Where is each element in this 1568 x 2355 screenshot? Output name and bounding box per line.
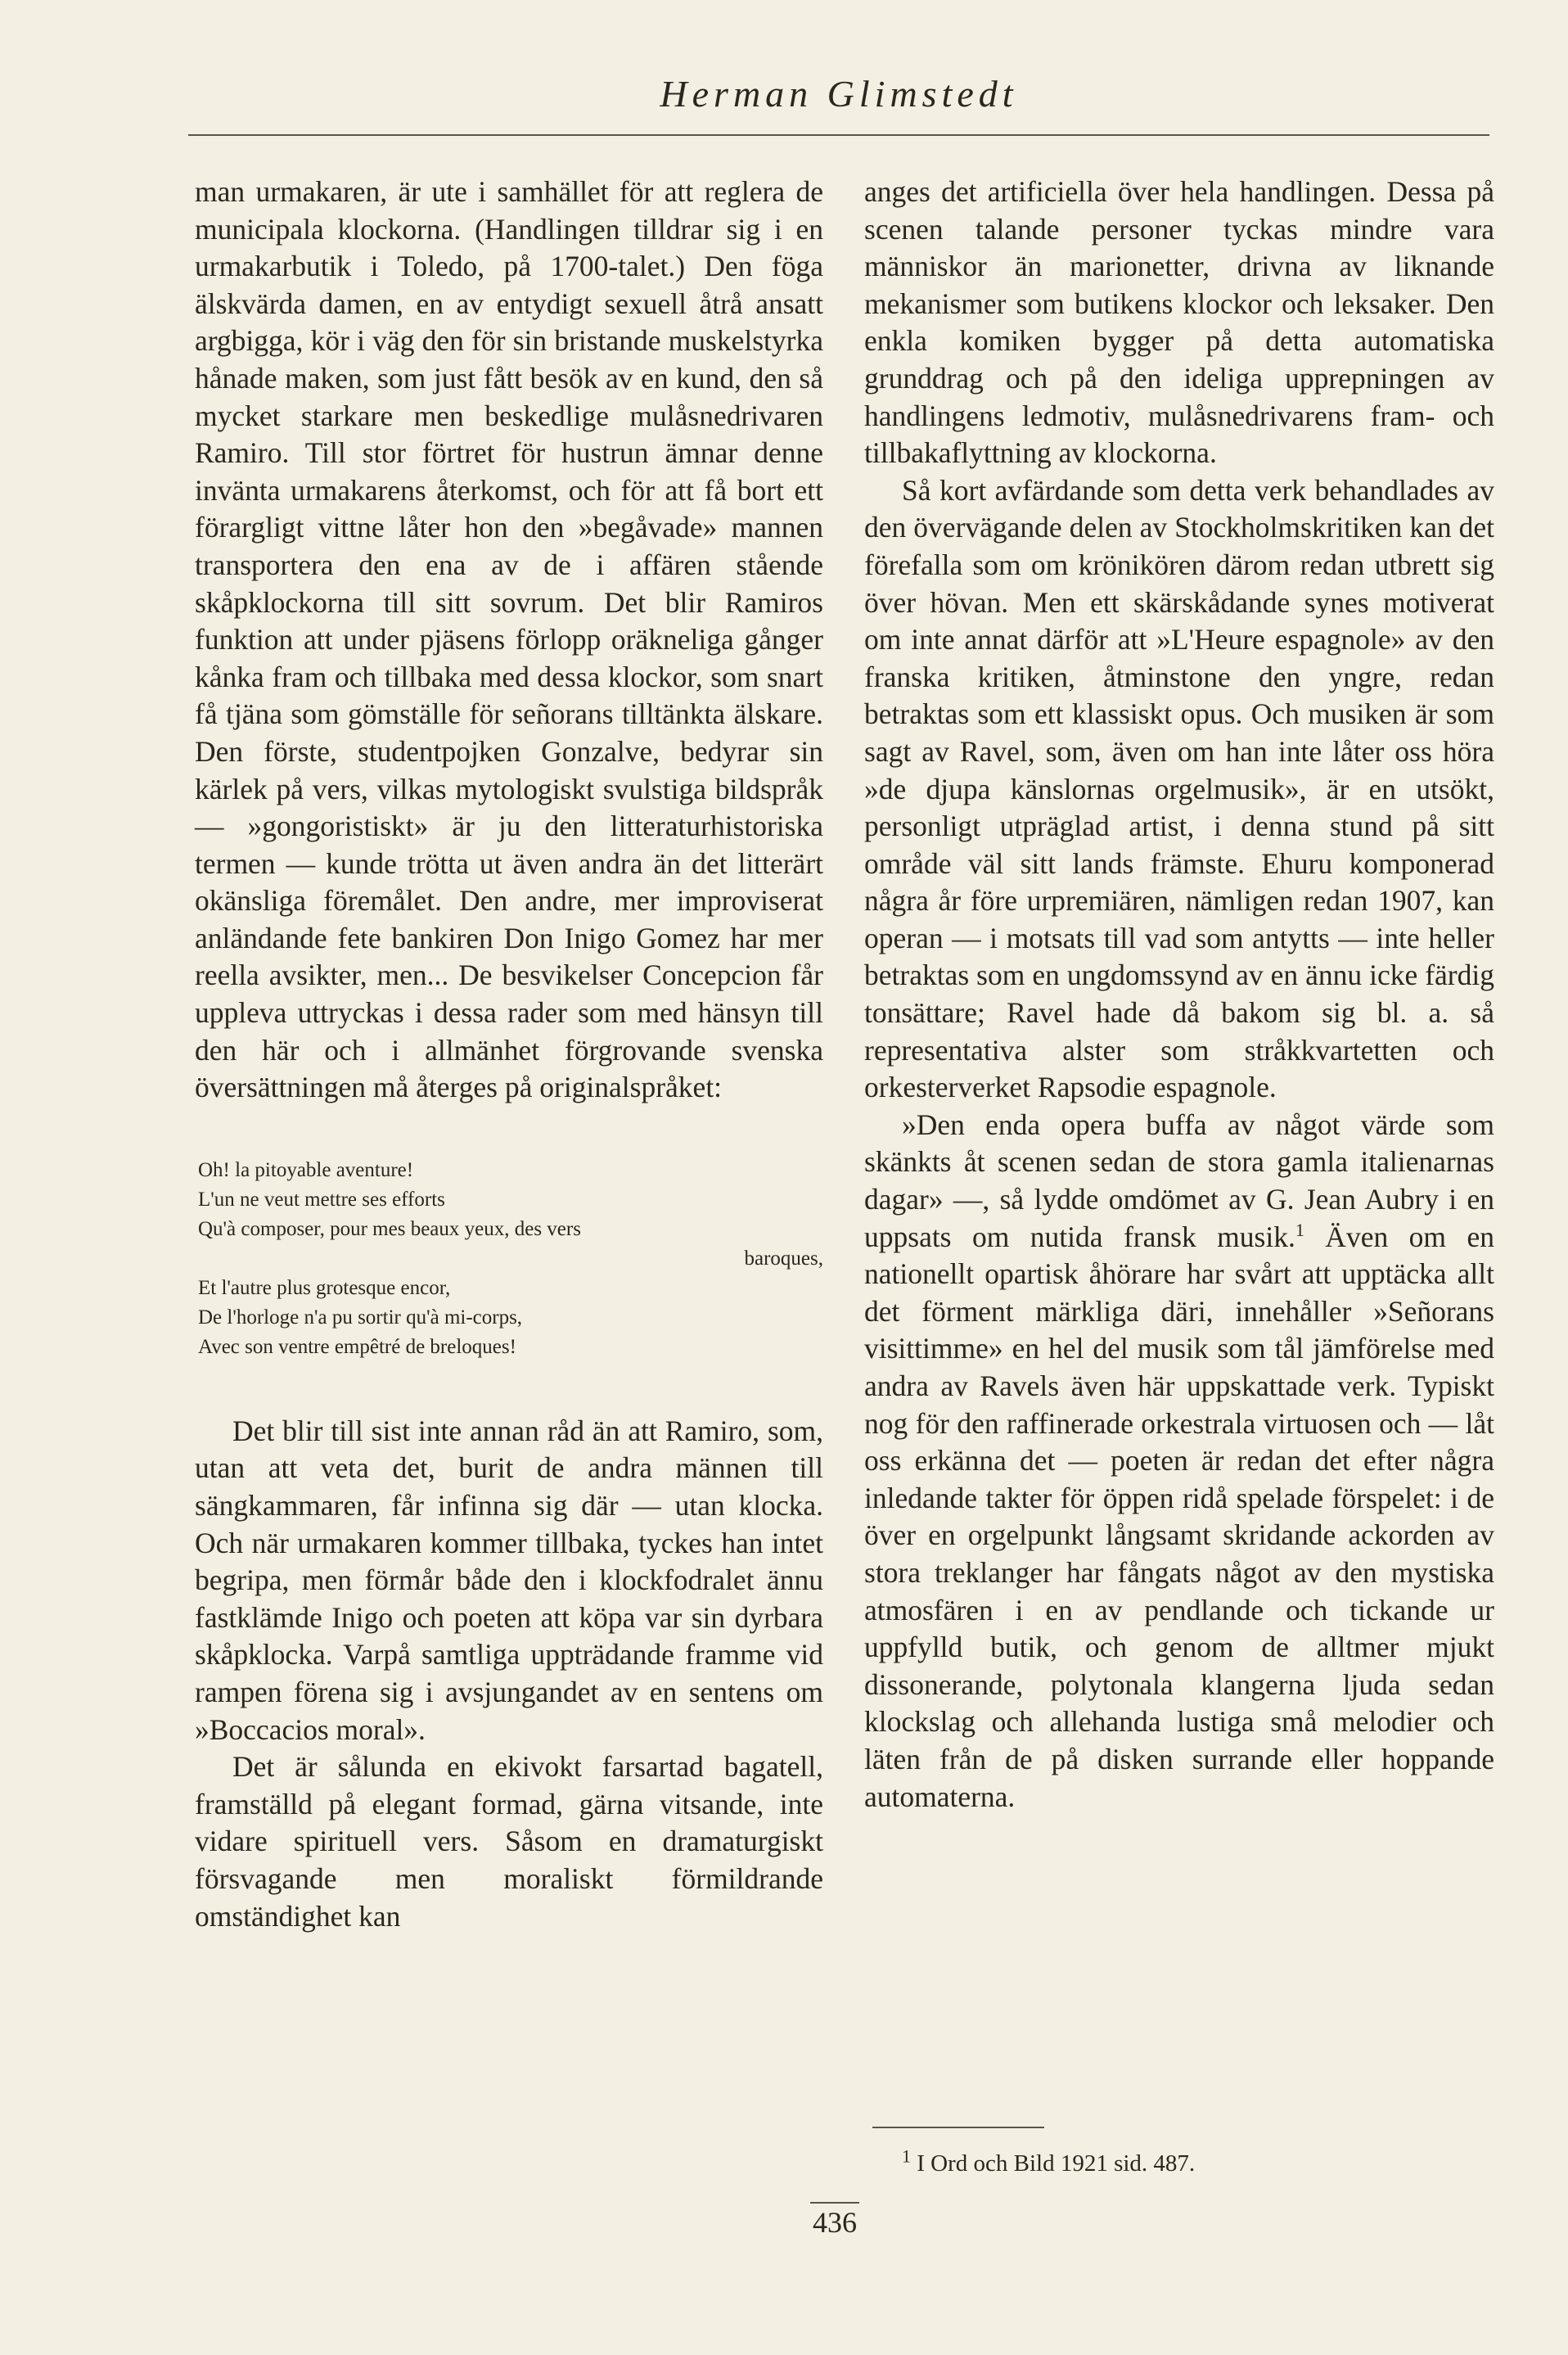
- footnote-text: I Ord och Bild 1921 sid. 487.: [911, 2150, 1196, 2177]
- page-number: 436: [813, 2206, 857, 2239]
- poem-line: De l'horloge n'a pu sortir qu'à mi-corps,: [198, 1306, 523, 1329]
- right-paragraph-3-part-b: Även om en nationellt opartisk åhörare har svårt att upptäcka allt det förment märkliga däri, innehåller »Señorans visittimme» en hel del musik som tål jämförelse med andra av Ravels även här uppskattade verk. Typiskt nog för den raffinerade orkestrala virtuosen och — låt oss erkänna det — poeten är redan det efter några inledande takter för öppen ridå spelade förspelet: i de över en orgelpunkt långsamt skridande ackorden av stora treklanger har fångats något av den mystiska atmosfären i en av pendlande och tickande ur uppfylld butik, och genom de alltmer mjukt dissonerande, polytonala klangerna ljuda sedan klockslag och allehanda lustiga små melodier och läten från de på disken surrande eller hoppande automaterna.: [864, 1220, 1494, 1813]
- footnote-reference[interactable]: 1: [1295, 1219, 1304, 1240]
- right-paragraph-3: [864, 1107, 1494, 1816]
- right-paragraph-1: anges det artificiella över hela handlingen. Dessa på scenen talande personer tyckas mindre vara människor än marionetter, drivna av liknande mekanismer som butikens klockor och leksaker. Den enkla komiken bygger på detta automatiska grunddrag och på den ideliga upprepningen av handlingens ledmotiv, mulåsnedrivarens fram- och tillbakaflyttning av klockorna.: [864, 175, 1494, 470]
- poem-line: Oh! la pitoyable aventure!: [198, 1158, 414, 1181]
- left-paragraph-2: Det blir till sist inte annan råd än att Ramiro, som, utan att veta det, burit de andra männen till sängkammaren, får infinna sig där — utan klocka. Och när urmakaren kommer tillbaka, tyckes han intet begripa, men förmår både den i klockfodralet ännu fastklämde Inigo och poeten att köpa var sin dyrbara skåpklocka. Varpå samtliga uppträdande framme vid rampen förena sig i avsjungandet av en sentens om »Boccacios moral».: [195, 1414, 823, 1746]
- right-paragraph-2: Så kort avfärdande som detta verk behandlades av den övervägande delen av Stockholmskritiken kan det förefalla som om krönikören därom redan utbrett sig över hövan. Men ett skärskådande synes motiverat om inte annat därför att »L'Heure espagnole» av den franska kritiken, åtminstone den yngre, redan betraktas som ett klassiskt opus. Och musiken är som sagt av Ravel, som, även om han inte låter oss höra »de djupa känslornas orgelmusik», är en utsökt, personligt utpräglad artist, i denna stund på sitt område väl sitt lands främste. Ehuru komponerad några år före urpremiären, nämligen redan 1907, kan operan — i motsats till vad som antytts — inte heller betraktas som en ungdomssynd av en ännu icke färdig tonsättare; Ravel hade då bakom sig bl. a. så representativa alster som stråkkvartetten och orkesterverket Rapsodie espagnole.: [864, 473, 1494, 1104]
- right-paragraph-3-part-a: »Den enda opera buffa av något värde som skänkts åt scenen sedan de stora gamla italienarnas dagar» —, så lydde omdömet av G. Jean Aubry i en uppsats om nutida fransk musik.: [864, 1108, 1494, 1253]
- left-column: [195, 174, 823, 1935]
- footnote: [902, 2145, 1196, 2179]
- poem-line: L'un ne veut mettre ses efforts: [198, 1188, 445, 1211]
- left-paragraph-3: Det är sålunda en ekivokt farsartad bagatell, framställd på elegant formad, gärna vitsande, inte vidare spirituell vers. Såsom en dramaturgiskt försvagande men moraliskt förmildrande omständighet kan: [195, 1750, 823, 1933]
- footnote-rule: [872, 2127, 1044, 2128]
- right-column: [864, 174, 1494, 1816]
- poem-line: Avec son ventre empêtré de breloques!: [198, 1335, 516, 1358]
- poem-line: Qu'à composer, pour mes beaux yeux, des vers: [198, 1217, 581, 1240]
- poem-line: Et l'autre plus grotesque encor,: [198, 1276, 451, 1299]
- page-number-rule: [810, 2202, 859, 2204]
- poem-line-continuation: baroques,: [744, 1247, 823, 1270]
- running-header: Herman Glimstedt: [660, 73, 1018, 115]
- french-poem: [198, 1156, 823, 1362]
- left-paragraph-1: man urmakaren, är ute i samhället för att reglera de municipala klockorna. (Handlingen tilldrar sig i en urmakarbutik i Toledo, på 1700-talet.) Den föga älskvärda damen, en av entydigt sexuell åtrå ansatt argbigga, kör i väg den för sin bristande muskelstyrka hånade maken, som just fått besök av en kund, den så mycket starkare men beskedlige mulåsnedrivaren Ramiro. Till stor förtret för hustrun ämnar denne invänta urmakarens återkomst, och för att få bort ett förargligt vittne låter hon den »begåvade» mannen transportera den ena av de i affären stående skåpklockorna till sitt sovrum. Det blir Ramiros funktion att under pjäsens förlopp oräkneliga gånger kånka fram och tillbaka med dessa klockor, som snart få tjäna som gömställe för señorans tilltänkta älskare. Den förste, studentpojken Gonzalve, bedyrar sin kärlek på vers, vilkas mytologiskt svulstiga bildspråk — »gongoristiskt» är ju den litteraturhistoriska termen — kunde trötta ut även andra än det litterärt okänsliga föremålet. Den andre, mer improviserat anländande fete bankiren Don Inigo Gomez har mer reella avsikter, men... De besvikelser Concepcion får uppleva uttryckas i dessa rader som med hänsyn till den här och i allmänhet förgrovande svenska översättningen må återges på originalspråket:: [195, 175, 823, 1104]
- footnote-marker: 1: [902, 2145, 911, 2167]
- header-rule: [188, 134, 1489, 136]
